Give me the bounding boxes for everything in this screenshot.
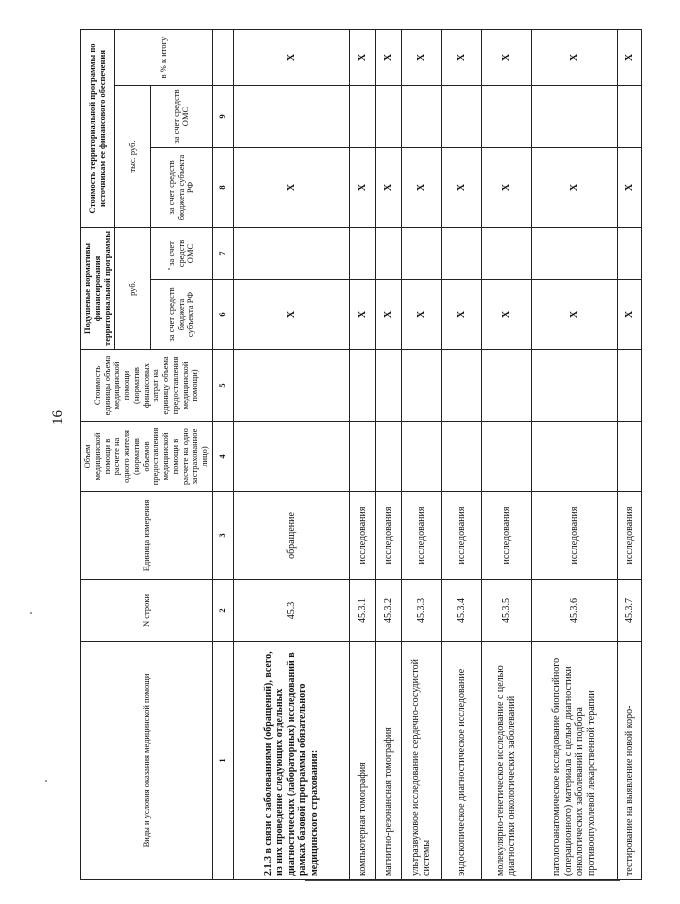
row-volume — [481, 422, 531, 492]
col-number — [212, 30, 233, 86]
row-volume — [349, 422, 375, 492]
row-name: магнитно-резонансная томография — [375, 642, 401, 880]
col-number: 5 — [212, 350, 233, 422]
row-line: 45.3.3 — [401, 580, 441, 642]
row-cost — [401, 350, 441, 422]
table-row — [531, 30, 617, 880]
row-unit: исследования — [441, 492, 481, 580]
row-c6 — [441, 228, 481, 280]
rotated-table-container — [80, 30, 680, 880]
row-c7: X — [441, 148, 481, 228]
header-unit: Единица измерения — [81, 492, 213, 580]
row-unit: исследования — [617, 492, 641, 580]
scan-speck — [30, 612, 32, 614]
row-c9: X — [401, 30, 441, 86]
col-number: 6 — [212, 280, 233, 350]
row-unit: исследования — [531, 492, 617, 580]
row-line: 45.3.7 — [617, 580, 641, 642]
header-cost: Стоимость единицы объема медицинской помощи (норматив финансовых затрат на единицу объема предоставления медицинской помощи) — [81, 350, 213, 422]
row-c7: X — [401, 148, 441, 228]
header-col9: в % к итогу — [115, 30, 213, 86]
row-name: тестирование на выявление новой коро- — [617, 642, 641, 880]
page-number: 16 — [50, 410, 66, 425]
header-col7: за счет средств бюджета субъекта РФ — [150, 148, 212, 228]
row-line: 45.3.5 — [481, 580, 531, 642]
header-col8: за счет средств ОМС — [150, 86, 212, 148]
row-unit: исследования — [349, 492, 375, 580]
row-volume — [401, 422, 441, 492]
table-row — [375, 30, 401, 880]
table-row — [401, 30, 441, 880]
row-c5: X — [617, 280, 641, 350]
row-name: молекулярно-генетическое исследование с целью диагностики онкологических заболеваний — [481, 642, 531, 880]
row-c8 — [349, 86, 375, 148]
table-row — [481, 30, 531, 880]
header-col5: за счет средств бюджета субъекта РФ — [150, 280, 212, 350]
col-number: 7 — [212, 228, 233, 280]
row-c6 — [481, 228, 531, 280]
row-line: 45.3.2 — [375, 580, 401, 642]
header-group-norm: Подушевые нормативы финансирования территориальной программы — [81, 228, 115, 350]
row-unit: исследования — [375, 492, 401, 580]
row-line: 45.3.4 — [441, 580, 481, 642]
row-c7: X — [617, 148, 641, 228]
col-number: 1 — [212, 642, 233, 880]
row-c8 — [375, 86, 401, 148]
row-c6 — [531, 228, 617, 280]
col-number: 8 — [212, 148, 233, 228]
row-cost — [349, 350, 375, 422]
row-line: 45.3.6 — [531, 580, 617, 642]
row-c9: X — [375, 30, 401, 86]
row-c8 — [441, 86, 481, 148]
header-col6: за счет средств ОМС — [150, 228, 212, 280]
row-unit: обращение — [233, 492, 349, 580]
row-c7: X — [375, 148, 401, 228]
row-cost — [531, 350, 617, 422]
row-c5: X — [375, 280, 401, 350]
row-c6 — [375, 228, 401, 280]
bottom-rule — [305, 880, 620, 881]
header-group-cost: Стоимость территориальной программы по источникам ее финансового обеспечения — [81, 30, 115, 228]
row-c8 — [401, 86, 441, 148]
row-c9: X — [441, 30, 481, 86]
row-cost — [617, 350, 641, 422]
row-name: патологоанатомическое исследование биопсийного (операционного) материала с целью диагностики онкологических заболеваний и подбора противоопухолевой лекарственной терапии — [531, 642, 617, 880]
row-c6 — [349, 228, 375, 280]
row-c6 — [617, 228, 641, 280]
funding-table — [80, 29, 642, 880]
col-number: 4 — [212, 422, 233, 492]
row-volume — [233, 422, 349, 492]
header-line: N строки — [81, 580, 213, 642]
row-c5: X — [481, 280, 531, 350]
row-c8 — [531, 86, 617, 148]
row-cost — [441, 350, 481, 422]
col-number: 3 — [212, 492, 233, 580]
header-kind: Виды и условия оказания медицинской помощи — [81, 642, 213, 880]
col-number: 9 — [212, 86, 233, 148]
column-numbers-row — [212, 30, 233, 880]
row-c7: X — [531, 148, 617, 228]
row-volume — [441, 422, 481, 492]
row-line: 45.3.1 — [349, 580, 375, 642]
row-line: 45.3 — [233, 580, 349, 642]
row-cost — [481, 350, 531, 422]
row-volume — [375, 422, 401, 492]
table-row — [441, 30, 481, 880]
table-row — [617, 30, 641, 880]
header-sub-thousand: тыс. руб. — [115, 86, 151, 228]
scan-speck — [45, 780, 47, 782]
row-name: компьютерная томография — [349, 642, 375, 880]
row-volume — [617, 422, 641, 492]
row-name: эндоскопическое диагностическое исследование — [441, 642, 481, 880]
row-c7: X — [481, 148, 531, 228]
row-c5: X — [349, 280, 375, 350]
row-c6 — [233, 228, 349, 280]
row-c8 — [481, 86, 531, 148]
row-c5: X — [401, 280, 441, 350]
row-cost — [375, 350, 401, 422]
col-number: 2 — [212, 580, 233, 642]
row-c9: X — [617, 30, 641, 86]
row-c8 — [233, 86, 349, 148]
row-cost — [233, 350, 349, 422]
row-c9: X — [233, 30, 349, 86]
row-c5: X — [531, 280, 617, 350]
header-volume: Объем медицинской помощи в расчете на одного жителя (норматив объемов предоставления медицинской помощи в расчете на одно застрахованное лицо) — [81, 422, 213, 492]
row-c6 — [401, 228, 441, 280]
row-name: ультразвуковое исследование сердечно-сосудистой системы — [401, 642, 441, 880]
row-volume — [531, 422, 617, 492]
row-c5: X — [441, 280, 481, 350]
row-unit: исследования — [481, 492, 531, 580]
row-c9: X — [481, 30, 531, 86]
table-row — [349, 30, 375, 880]
row-c9: X — [349, 30, 375, 86]
row-c7: X — [233, 148, 349, 228]
row-name: 2.1.3 в связи с заболеваниями (обращений), всего, из них проведение следующих отдельных диагностических (лабораторных) исследований в рамках базовой программы обязательного медицинского страхования: — [233, 642, 349, 880]
row-c7: X — [349, 148, 375, 228]
row-c8 — [617, 86, 641, 148]
row-c5: X — [233, 280, 349, 350]
scan-speck — [168, 268, 170, 270]
row-c9: X — [531, 30, 617, 86]
row-unit: исследования — [401, 492, 441, 580]
table-row — [233, 30, 349, 880]
header-sub-rub: руб. — [115, 228, 151, 350]
